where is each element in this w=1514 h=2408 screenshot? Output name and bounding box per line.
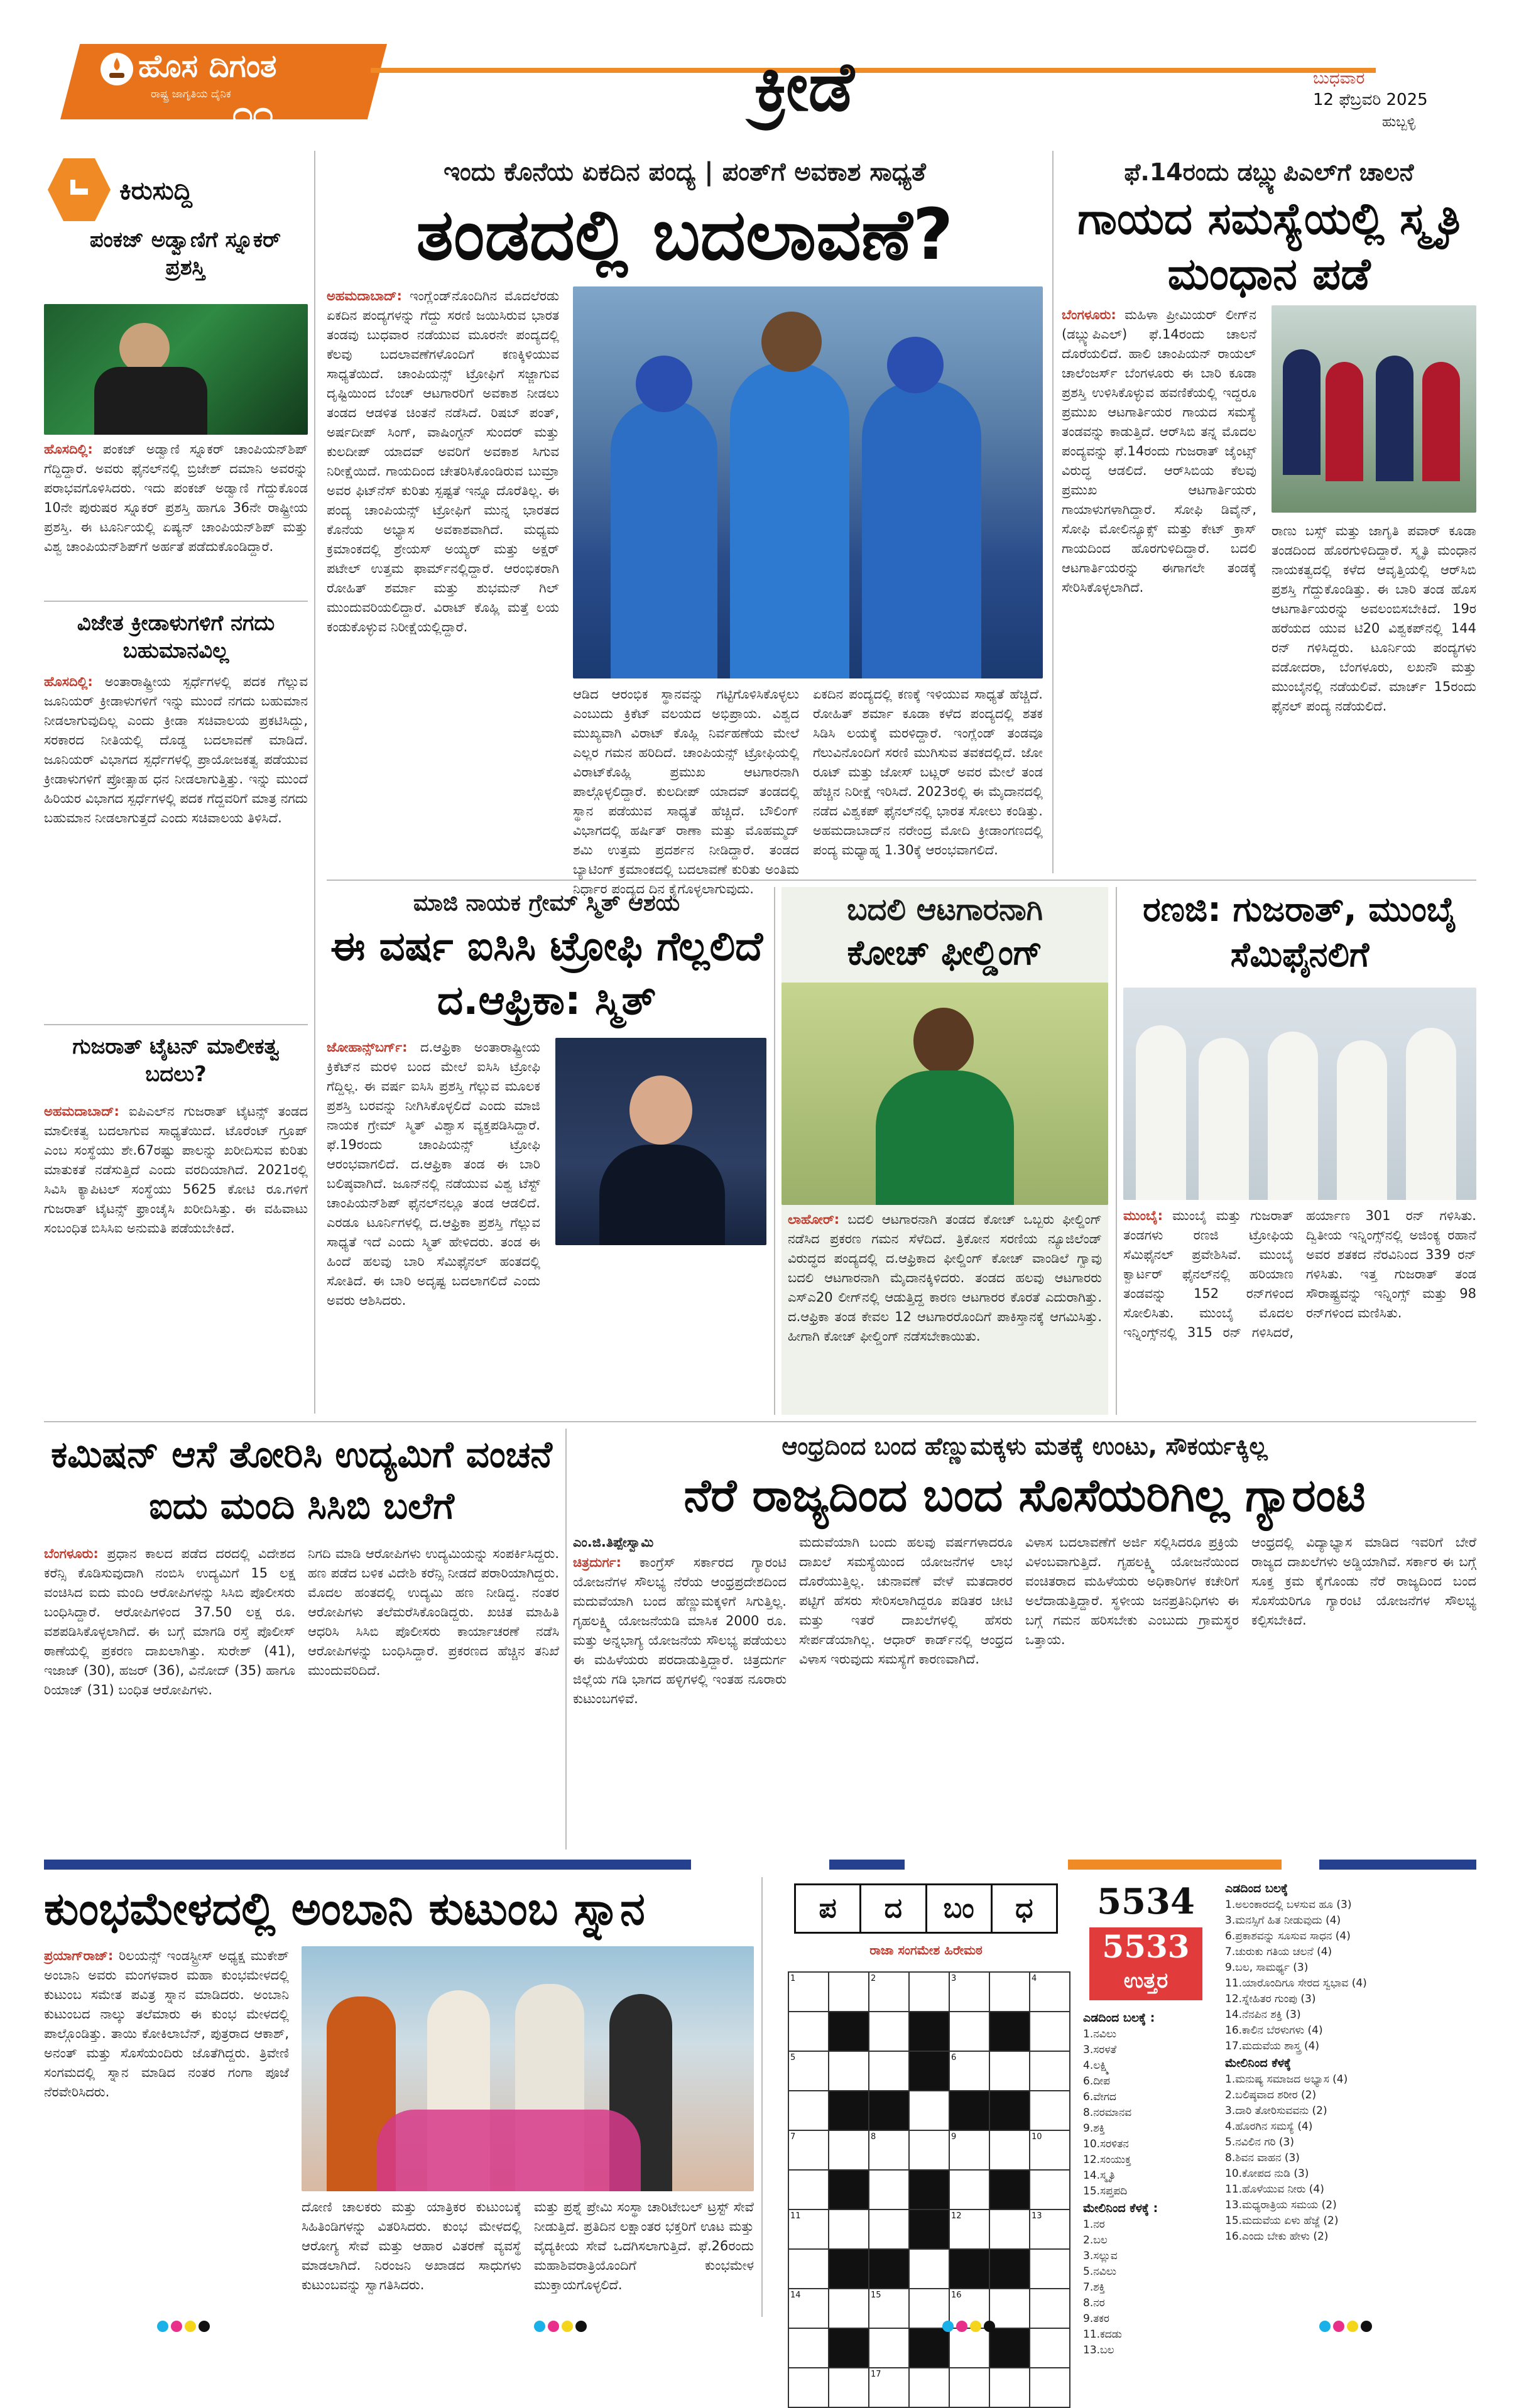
crossword-clue: 13.ಬಲ	[1083, 2344, 1114, 2356]
fielding-body: ಲಾಹೋರ್: ಬದಲಿ ಆಟಗಾರನಾಗಿ ತಂಡದ ಕೋಚ್ ಒಬ್ಬರು ಫೀಲ್ಡಿಂಗ್ ನಡೆಸಿದ ಪ್ರಕರಣ ಗಮನ ಸೆಳೆದಿದೆ. ತ್ರಿಕೋನ ಸರಣಿಯ ನ್ಯೂಜಿಲೆಂಡ್ ವಿರುದ್ಧದ ಪಂದ್ಯದಲ್ಲಿ ದ.ಆಫ್ರಿಕಾದ ಫೀಲ್ಡಿಂಗ್ ಕೋಚ್ ವಾಂಡಿಲೆ ಗ್ವಾವು ಬದಲಿ ಆಟಗಾರನಾಗಿ ಮೈದಾನಕ್ಕಿಳಿದರು. ತಂಡದ ಹಲವು ಆಟಗಾರರು ಎಸ್‌ಎ20 ಲೀಗ್‌ನಲ್ಲಿ ಆಡುತ್ತಿದ್ದ ಕಾರಣ ಆಟಗಾರರ ಕೊರತೆ ಎದುರಾಗಿತ್ತು. ದ.ಆಫ್ರಿಕಾ ತಂಡ ಕೇವಲ 12 ಆಟಗಾರರೊಂದಿಗೆ ಪಾಕಿಸ್ತಾನಕ್ಕೆ ಆಗಮಿಸಿತ್ತು. ಹೀಗಾಗಿ ಕೋಚ್ ಫೀಲ್ಡಿಂಗ್ ನಡೆಸಬೇಕಾಯಿತು.	[788, 1212, 1102, 1344]
mandhana-headline: ಗಾಯದ ಸಮಸ್ಯೆಯಲ್ಲಿ ಸ್ಮೃತಿ ಮಂಧಾನ ಪಡೆ	[1077, 193, 1461, 300]
crossword-cell[interactable]	[909, 2368, 949, 2407]
crossword-clue: 7.ಶಕ್ತಿ	[1083, 2281, 1105, 2294]
crossword-clue: 1.ಅಲಂಕಾರದಲ್ಲಿ ಬಳಸುವ ಹೂ (3)	[1225, 1899, 1352, 1911]
crossword-block-cell	[909, 2012, 949, 2051]
guarantee-headline: ನೆರೆ ರಾಜ್ಯದಿಂದ ಬಂದ ಸೊಸೆಯರಿಗಿಲ್ಲ ಗ್ಯಾರಂಟಿ	[683, 1469, 1366, 1522]
crossword-cell[interactable]: 7	[788, 2130, 829, 2170]
crossword-clue: 6.ದೀಪ	[1083, 2075, 1110, 2088]
guarantee-body-col1: ಚಿತ್ರದುರ್ಗ: ಕಾಂಗ್ರೆಸ್ ಸರ್ಕಾರದ ಗ್ಯಾರಂಟಿ ಯೋಜನೆಗಳ ಸೌಲಭ್ಯ ನೆರೆಯ ಆಂಧ್ರಪ್ರದೇಶದಿಂದ ಮದುವೆಯಾಗಿ ಬಂದ ಹೆಣ್ಣುಮಕ್ಕಳಿಗೆ ಸಿಗುತ್ತಿಲ್ಲ. ಗೃಹಲಕ್ಷ್ಮಿ ಯೋಜನೆಯಡಿ ಮಾಸಿಕ 2000 ರೂ. ಮತ್ತು ಅನ್ನಭಾಗ್ಯ ಯೋಜನೆಯ ಸೌಲಭ್ಯ ಪಡೆಯಲು ಈ ಮಹಿಳೆಯರು ಪರದಾಡುತ್ತಿದ್ದಾರೆ. ಚಿತ್ರದುರ್ಗ ಜಿಲ್ಲೆಯ ಗಡಿ ಭಾಗದ ಹಳ್ಳಿಗಳಲ್ಲಿ ಇಂತಹ ನೂರಾರು ಕುಟುಂಬಗಳಿವೆ.	[573, 1555, 787, 1706]
crossword-cell[interactable]	[869, 2170, 909, 2209]
answers-down	[1083, 2217, 1215, 2358]
column-rule	[761, 1877, 763, 2317]
brief-title: ಪಂಕಜ್ ಅಡ್ವಾಣಿಗೆ ಸ್ನೂಕರ್ ಪ್ರಶಸ್ತಿ	[89, 227, 281, 280]
brief-body: ಹೊಸದಿಲ್ಲಿ: ಪಂಕಜ್ ಅಡ್ವಾಣಿ ಸ್ನೂಕರ್ ಚಾಂಪಿಯನ್‌ಶಿಪ್ ಗೆದ್ದಿದ್ದಾರೆ. ಅವರು ಫೈನಲ್‌ನಲ್ಲಿ ಬ್ರಿಜೇಶ್ ದಮಾನಿ ಅವರನ್ನು ಪರಾಭವಗೊಳಿಸಿದರು. ಇದು ಪಂಕಜ್ ಅಡ್ವಾಣಿ ಗೆದ್ದುಕೊಂಡ 10ನೇ ಪುರುಷರ ಸ್ನೂಕರ್ ಪ್ರಶಸ್ತಿ ಹಾಗೂ 36ನೇ ರಾಷ್ಟ್ರೀಯ ಪ್ರಶಸ್ತಿ. ಈ ಟೂರ್ನಿಯಲ್ಲಿ ಏಷ್ಯನ್ ಚಾಂಪಿಯನ್‌ಶಿಪ್ ಮತ್ತು ವಿಶ್ವ ಚಾಂಪಿಯನ್‌ಶಿಪ್‌ಗೆ ಅರ್ಹತೆ ಪಡೆದುಕೊಂಡಿದ್ದಾರೆ.	[44, 442, 308, 554]
crossword-clue: 12.ಸಂಯುಕ್ತ	[1083, 2154, 1131, 2166]
team-celebration-photo	[573, 286, 1043, 678]
lamp-icon	[101, 53, 133, 85]
crossword-clue: 9.ತಕರ	[1083, 2313, 1109, 2325]
clues-left-heading: ಎಡದಿಂದ ಬಲಕ್ಕೆ	[1225, 1882, 1288, 1895]
row-rule	[44, 1421, 1476, 1422]
kumbh-body-col3: ಮತ್ತು ಪ್ರಶ್ನೆ ಪ್ರೇಮಿ ಸಂಸ್ಥಾ ಚಾರಿಟೇಬಲ್ ಟ್ರಸ್ಟ್ ಸೇವೆ ನೀಡುತ್ತಿದೆ. ಪ್ರತಿದಿನ ಲಕ್ಷಾಂತರ ಭಕ್ತರಿಗೆ ಊಟ ಮತ್ತು ವೈದ್ಯಕೀಯ ಸೇವೆ ಒದಗಿಸಲಾಗುತ್ತಿದೆ. ಫೆ.26ರಂದು ಮಹಾಶಿವರಾತ್ರಿಯೊಂದಿಗೆ ಕುಂಭಮೇಳ ಮುಕ್ತಾಯಗೊಳ್ಳಲಿದೆ.	[534, 2199, 754, 2292]
crossword-cell[interactable]	[788, 2368, 829, 2407]
kumbh-headline: ಕುಂಭಮೇಳದಲ್ಲಿ ಅಂಬಾನಿ ಕುಟುಂಬ ಸ್ನಾನ	[44, 1882, 645, 1935]
smith-kicker: ಮಾಜಿ ನಾಯಕ ಗ್ರೇಮ್ ಸ್ಮಿತ್ ಆಶಯ	[413, 890, 680, 916]
mandhana-body-col1: ಬೆಂಗಳೂರು: ಮಹಿಳಾ ಪ್ರೀಮಿಯರ್ ಲೀಗ್‌ನ (ಡಬ್ಲ್ಯುಪಿಎಲ್) ಫೆ.14ರಂದು ಚಾಲನೆ ದೊರೆಯಲಿದೆ. ಹಾಲಿ ಚಾಂಪಿಯನ್ ರಾಯಲ್ ಚಾಲೆಂಜರ್ಸ್ ಬೆಂಗಳೂರು ಈ ಬಾರಿ ಕೂಡಾ ಪ್ರಶಸ್ತಿ ಉಳಿಸಿಕೊಳ್ಳುವ ಹವಣಿಕೆಯಲ್ಲಿ ಇದ್ದರೂ ಪ್ರಮುಖ ಆಟಗಾರ್ತಿಯರ ಗಾಯದ ಸಮಸ್ಯೆ ತಂಡವನ್ನು ಕಾಡುತ್ತಿದೆ. ಆರ್‌ಸಿಬಿ ತನ್ನ ಮೊದಲ ಪಂದ್ಯವನ್ನು ಫೆ.14ರಂದು ಗುಜರಾತ್ ಜೈಂಟ್ಸ್ ವಿರುದ್ಧ ಆಡಲಿದೆ. ಆರ್‌ಸಿಬಿಯ ಕೆಲವು ಪ್ರಮುಖ ಆಟಗಾರ್ತಿಯರು ಗಾಯಾಳುಗಳಾಗಿದ್ದಾರೆ. ಸೋಫಿ ಡಿವೈನ್, ಸೋಫಿ ಮೋಲಿನ್ಯೂಕ್ಸ್ ಮತ್ತು ಕೇಟ್ ಕ್ರಾಸ್ ಗಾಯದಿಂದ ಹೊರಗುಳಿದಿದ್ದಾರೆ. ಬದಲಿ ಆಟಗಾರ್ತಿಯರನ್ನು ಈಗಾಗಲೇ ತಂಡಕ್ಕೆ ಸೇರಿಸಿಕೊಳ್ಳಲಾಗಿದೆ.	[1062, 307, 1256, 595]
cheating-body-col1: ಬೆಂಗಳೂರು: ಪ್ರಧಾನ ಕಾಲದ ಪಡೆದ ದರದಲ್ಲಿ ವಿದೇಶದ ಕರೆನ್ಸಿ ಕೊಡಿಸುವುದಾಗಿ ನಂಬಿಸಿ ಉದ್ಯಮಿಗೆ 15 ಲಕ್ಷ ವಂಚಿಸಿದ ಐದು ಮಂದಿ ಆರೋಪಿಗಳನ್ನು ಸಿಸಿಬಿ ಪೊಲೀಸರು ಬಂಧಿಸಿದ್ದಾರೆ. ಆರೋಪಿಗಳಿಂದ 37.50 ಲಕ್ಷ ರೂ. ವಶಪಡಿಸಿಕೊಳ್ಳಲಾಗಿದೆ. ಈ ಬಗ್ಗೆ ಮಾಗಡಿ ರಸ್ತೆ ಪೊಲೀಸ್ ಠಾಣೆಯಲ್ಲಿ ಪ್ರಕರಣ ದಾಖಲಾಗಿತ್ತು. ಸುರೇಶ್ (41), ಇಜಾಜ್ (30), ಹಜರ್ (36), ವಿನೋದ್ (35) ಹಾಗೂ ರಿಯಾಜ್ (31) ಬಂಧಿತ ಆರೋಪಿಗಳು.	[44, 1546, 295, 1697]
cheating-body-col2: ನಿಗದಿ ಮಾಡಿ ಆರೋಪಿಗಳು ಉದ್ಯಮಿಯನ್ನು ಸಂಪರ್ಕಿಸಿದ್ದರು. ಹಣ ಪಡೆದ ಬಳಿಕ ವಿದೇಶಿ ಕರೆನ್ಸಿ ನೀಡದೆ ಪರಾರಿಯಾಗಿದ್ದರು. ಮೊದಲ ಹಂತದಲ್ಲಿ ಉದ್ಯಮಿ ಹಣ ನೀಡಿದ್ದ. ನಂತರ ಆರೋಪಿಗಳು ತಲೆಮರೆಸಿಕೊಂಡಿದ್ದರು. ಖಚಿತ ಮಾಹಿತಿ ಆಧರಿಸಿ ಸಿಸಿಬಿ ಪೊಲೀಸರು ಕಾರ್ಯಾಚರಣೆ ನಡೆಸಿ ಆರೋಪಿಗಳನ್ನು ಬಂಧಿಸಿದ್ದಾರೆ. ಪ್ರಕರಣದ ಹೆಚ್ಚಿನ ತನಿಖೆ ಮುಂದುವರಿದಿದೆ.	[308, 1546, 559, 1678]
crossword-block-cell	[909, 2209, 949, 2249]
section-title: ಕ್ರೀಡೆ	[754, 48, 854, 126]
crossword-title-letter: ಬಂ	[927, 1885, 993, 1932]
crossword-cell[interactable]: 15	[869, 2289, 909, 2328]
ranji-body: ಮುಂಬೈ: ಮುಂಬೈ ಮತ್ತು ಗುಜರಾತ್ ತಂಡಗಳು ರಣಜಿ ಟ್ರೋಫಿಯ ಸೆಮಿಫೈನಲ್ ಪ್ರವೇಶಿಸಿವೆ. ಮುಂಬೈ ಕ್ವಾರ್ಟರ್ ಫೈನಲ್‌ನಲ್ಲಿ ಹರಿಯಾಣ ತಂಡವನ್ನು 152 ರನ್‌ಗಳಿಂದ ಸೋಲಿಸಿತು. ಮುಂಬೈ ಮೊದಲ ಇನ್ನಿಂಗ್ಸ್‌ನಲ್ಲಿ 315 ರನ್ ಗಳಿಸಿದರೆ, ಹರ್ಯಾಣ 301 ರನ್ ಗಳಿಸಿತು. ದ್ವಿತೀಯ ಇನ್ನಿಂಗ್ಸ್‌ನಲ್ಲಿ ಅಜಿಂಕ್ಯ ರಹಾನೆ ಅವರ ಶತಕದ ನೆರವಿನಿಂದ 339 ರನ್ ಗಳಿಸಿತು. ಇತ್ತ ಗುಜರಾತ್ ತಂಡ ಸೌರಾಷ್ಟ್ರವನ್ನು ಇನ್ನಿಂಗ್ಸ್ ಮತ್ತು 98 ರನ್‌ಗಳಿಂದ ಮಣಿಸಿತು.	[1123, 1208, 1476, 1340]
brief-body: ಹೊಸದಿಲ್ಲಿ: ಅಂತಾರಾಷ್ಟ್ರೀಯ ಸ್ಪರ್ಧೆಗಳಲ್ಲಿ ಪದಕ ಗೆಲ್ಲುವ ಜೂನಿಯರ್ ಕ್ರೀಡಾಳುಗಳಿಗೆ ಇನ್ನು ಮುಂದೆ ನಗದು ಬಹುಮಾನ ನೀಡಲಾಗುವುದಿಲ್ಲ ಎಂದು ಕ್ರೀಡಾ ಸಚಿವಾಲಯ ಪ್ರಕಟಿಸಿದ್ದು, ಸರಕಾರದ ನೀತಿಯಲ್ಲಿ ದೊಡ್ಡ ಬದಲಾವಣೆ ಮಾಡಿದೆ. ಜೂನಿಯರ್ ವಿಭಾಗದ ಸ್ಪರ್ಧೆಗಳಲ್ಲಿ ಪ್ರಾಯೋಜಕತ್ವ ಪಡೆಯುವ ಕ್ರೀಡಾಳುಗಳಿಗೆ ಪ್ರೋತ್ಸಾಹ ಧನ ನೀಡಲಾಗುತ್ತಿತ್ತು. ಇನ್ನು ಮುಂದೆ ಹಿರಿಯರ ವಿಭಾಗದ ಸ್ಪರ್ಧೆಗಳಲ್ಲಿ ಪದಕ ಗೆದ್ದವರಿಗೆ ಮಾತ್ರ ನಗದು ಬಹುಮಾನ ನೀಡಲಾಗುತ್ತದೆ ಎಂದು ಸಚಿವಾಲಯ ತಿಳಿಸಿದೆ.	[44, 674, 308, 825]
crossword-cell[interactable]	[949, 2368, 989, 2407]
crossword-cell[interactable]	[829, 1972, 869, 2012]
crossword-cell[interactable]	[949, 2170, 989, 2209]
cheating-headline: ಕಮಿಷನ್ ಆಸೆ ತೋರಿಸಿ ಉದ್ಯಮಿಗೆ ವಂಚನೆ ಐದು ಮಂದಿ ಸಿಸಿಬಿ ಬಲೆಗೆ	[51, 1433, 552, 1527]
crossword-block-cell	[869, 2091, 909, 2130]
crossword-cell[interactable]: 14	[788, 2289, 829, 2328]
lead-kicker: ಇಂದು ಕೊನೆಯ ಏಕದಿನ ಪಂದ್ಯ | ಪಂತ್‌ಗೆ ಅವಕಾಶ ಸಾಧ್ಯತೆ	[444, 158, 926, 187]
crossword-cell[interactable]	[1030, 2249, 1070, 2289]
pointing-hand-icon	[48, 158, 111, 221]
crossword-cell[interactable]	[829, 2209, 869, 2249]
crossword-title-letter: ದ	[861, 1885, 927, 1932]
crossword-clue: 14.ನೆನಪಿನ ಶಕ್ತಿ (3)	[1225, 2008, 1301, 2021]
smith-photo	[555, 1038, 766, 1245]
crossword-clue: 2.ಬಲ	[1083, 2234, 1108, 2247]
crossword-block-cell	[829, 2249, 869, 2289]
crossword-cell[interactable]: 9	[949, 2130, 989, 2170]
kumbh-body-col1: ಪ್ರಯಾಗ್‌ರಾಜ್: ರಿಲಯನ್ಸ್ ಇಂಡಸ್ಟ್ರೀಸ್ ಅಧ್ಯಕ್ಷ ಮುಕೇಶ್ ಅಂಬಾನಿ ಅವರು ಮಂಗಳವಾರ ಮಹಾ ಕುಂಭಮೇಳದಲ್ಲಿ ಕುಟುಂಬ ಸಮೇತ ಪವಿತ್ರ ಸ್ನಾನ ಮಾಡಿದರು. ಅಂಬಾನಿ ಕುಟುಂಬದ ನಾಲ್ಕು ತಲೆಮಾರು ಈ ಕುಂಭ ಮೇಳದಲ್ಲಿ ಪಾಲ್ಗೊಂಡಿತ್ತು. ತಾಯಿ ಕೋಕಿಲಾಬೆನ್, ಪುತ್ರರಾದ ಆಕಾಶ್, ಅನಂತ್ ಮತ್ತು ಸೊಸೆಯಂದಿರು ಜೊತೆಗಿದ್ದರು. ತ್ರಿವೇಣಿ ಸಂಗಮದಲ್ಲಿ ಸ್ನಾನ ಮಾಡಿದ ನಂತರ ಗಂಗಾ ಪೂಜೆ ನೆರವೇರಿಸಿದರು.	[44, 1948, 289, 2100]
crossword-clue: 6.ವೇಗದ	[1083, 2091, 1116, 2103]
ranji-headline: ರಣಜಿ: ಗುಜರಾತ್, ಮುಂಬೈ ಸೆಮಿಫೈನಲಿಗೆ	[1143, 890, 1457, 974]
logo-text: ಹೊಸ ದಿಗಂತ	[138, 48, 277, 84]
crossword-clue: 4.ಹೊರಗಿನ ಸಮಸ್ಯೆ (4)	[1225, 2120, 1313, 2133]
mandhana-body-col2: ರಾಣು ಬಸ್ಸ್ ಮತ್ತು ಜಾಗೃತಿ ಪವಾರ್ ಕೂಡಾ ತಂಡದಿಂದ ಹೊರಗುಳಿದಿದ್ದಾರೆ. ಸ್ಮೃತಿ ಮಂಧಾನ ನಾಯಕತ್ವದಲ್ಲಿ ಕಳೆದ ಆವೃತ್ತಿಯಲ್ಲಿ ಆರ್‌ಸಿಬಿ ಪ್ರಶಸ್ತಿ ಗೆದ್ದುಕೊಂಡಿತ್ತು. ಈ ಬಾರಿ ತಂಡ ಹೊಸ ಆಟಗಾರ್ತಿಯರನ್ನು ಅವಲಂಬಿಸಬೇಕಿದೆ. 19ರ ಹರೆಯದ ಯುವ ಟಿ20 ವಿಶ್ವಕಪ್‌ನಲ್ಲಿ 144 ರನ್ ಗಳಿಸಿದ್ದರು. ಟೂರ್ನಿಯ ಪಂದ್ಯಗಳು ವಡೋದರಾ, ಬೆಂಗಳೂರು, ಲಖನೌ ಮತ್ತು ಮುಂಬೈನಲ್ಲಿ ನಡೆಯಲಿವೆ. ಮಾರ್ಚ್ 15ರಂದು ಫೈನಲ್ ಪಂದ್ಯ ನಡೆಯಲಿದೆ.	[1272, 523, 1476, 714]
crossword-block-cell	[909, 2051, 949, 2091]
page-number: ೧೧	[232, 92, 273, 134]
brief-title: ವಿಜೇತ ಕ್ರೀಡಾಳುಗಳಿಗೆ ನಗದು ಬಹುಮಾನವಿಲ್ಲ	[77, 611, 275, 663]
brief-body: ಅಹಮದಾಬಾದ್: ಐಪಿಎಲ್‌ನ ಗುಜರಾತ್ ಟೈಟನ್ಸ್ ತಂಡದ ಮಾಲೀಕತ್ವ ಬದಲಾಗುವ ಸಾಧ್ಯತೆಯಿದೆ. ಟೊರೆಂಟ್ ಗ್ರೂಪ್ ಎಂಬ ಸಂಸ್ಥೆಯು ಶೇ.67ರಷ್ಟು ಪಾಲನ್ನು ಖರೀದಿಸುವ ಕುರಿತು ಮಾತುಕತೆ ನಡೆಸುತ್ತಿದೆ ಎಂದು ವರದಿಯಾಗಿದೆ. 2021ರಲ್ಲಿ ಸಿವಿಸಿ ಕ್ಯಾಪಿಟಲ್ ಸಂಸ್ಥೆಯು 5625 ಕೋಟಿ ರೂ.ಗಳಿಗೆ ಗುಜರಾತ್ ಟೈಟನ್ಸ್ ಫ್ರಾಂಚೈಸಿ ಖರೀದಿಸಿತ್ತು. ಈ ವಹಿವಾಟು ಸಂಬಂಧಿತ ಬಿಸಿಸಿಐ ಅನುಮತಿ ಪಡೆಯಬೇಕಿದೆ.	[44, 1104, 308, 1236]
lead-body-col1: ಅಹಮದಾಬಾದ್: ಇಂಗ್ಲೆಂಡ್‌ನೊಂದಿಗಿನ ಮೊದಲೆರಡು ಏಕದಿನ ಪಂದ್ಯಗಳನ್ನು ಗೆದ್ದು ಸರಣಿ ಜಯಿಸಿರುವ ಭಾರತ ತಂಡವು ಬುಧವಾರ ನಡೆಯುವ ಮೂರನೇ ಪಂದ್ಯದಲ್ಲಿ ಕೆಲವು ಬದಲಾವಣೆಗಳೊಂದಿಗೆ ಕಣಕ್ಕಿಳಿಯುವ ಸಾಧ್ಯತೆಯಿದೆ. ಚಾಂಪಿಯನ್ಸ್ ಟ್ರೋಫಿಗೆ ಸಜ್ಜಾಗುವ ದೃಷ್ಟಿಯಿಂದ ಬೆಂಚ್ ಆಟಗಾರರಿಗೆ ಅವಕಾಶ ನೀಡಲು ತಂಡದ ಆಡಳಿತ ಚಿಂತನೆ ನಡೆಸಿದೆ. ರಿಷಬ್ ಪಂತ್, ಅರ್ಷದೀಪ್ ಸಿಂಗ್, ವಾಷಿಂಗ್ಟನ್ ಸುಂದರ್ ಮತ್ತು ಕುಲದೀಪ್ ಯಾದವ್ ಅವರಿಗೆ ಅವಕಾಶ ಸಿಗುವ ನಿರೀಕ್ಷೆಯಿದೆ. ಗಾಯದಿಂದ ಚೇತರಿಸಿಕೊಂಡಿರುವ ಬುಮ್ರಾ ಅವರ ಫಿಟ್‌ನೆಸ್ ಕುರಿತು ಸ್ಪಷ್ಟತೆ ಇನ್ನೂ ದೊರೆತಿಲ್ಲ. ಈ ಪಂದ್ಯ ಚಾಂಪಿಯನ್ಸ್ ಟ್ರೋಫಿಗೆ ಮುನ್ನ ಭಾರತದ ಕೊನೆಯ ಅಭ್ಯಾಸ ಅವಕಾಶವಾಗಿದೆ. ಮಧ್ಯಮ ಕ್ರಮಾಂಕದಲ್ಲಿ ಶ್ರೇಯಸ್ ಅಯ್ಯರ್ ಮತ್ತು ಅಕ್ಷರ್ ಪಟೇಲ್ ಉತ್ತಮ ಫಾರ್ಮ್‌ನಲ್ಲಿದ್ದಾರೆ. ಆರಂಭಿಕರಾಗಿ ರೋಹಿತ್ ಶರ್ಮಾ ಮತ್ತು ಶುಭಮನ್ ಗಿಲ್ ಮುಂದುವರಿಯಲಿದ್ದಾರೆ. ವಿರಾಟ್ ಕೊಹ್ಲಿ ಮತ್ತೆ ಲಯ ಕಂಡುಕೊಳ್ಳುವ ನಿರೀಕ್ಷೆಯಲ್ಲಿದ್ದಾರೆ.	[327, 288, 559, 635]
crossword-title	[794, 1883, 1058, 1934]
crossword-cell[interactable]	[989, 2209, 1030, 2249]
cheating-story	[44, 1429, 559, 1850]
ranji-story	[1123, 887, 1476, 1415]
brief-divider	[44, 601, 308, 602]
crossword-cell[interactable]: 6	[949, 2051, 989, 2091]
crossword-clue: 11.ಯಾರೊಂದಿಗೂ ಸೇರದ ಸ್ವಭಾವ (4)	[1225, 1977, 1367, 1990]
crossword-clue: 5.ನವಿಲಿನ ಗರಿ (3)	[1225, 2136, 1294, 2149]
crossword	[769, 1877, 1476, 2379]
crossword-block-cell	[949, 2091, 989, 2130]
crossword-grid-table	[788, 1971, 1070, 2408]
guarantee-body-col3: ವಿಳಾಸ ಬದಲಾವಣೆಗೆ ಅರ್ಜಿ ಸಲ್ಲಿಸಿದರೂ ಪ್ರಕ್ರಿಯೆ ವಿಳಂಬವಾಗುತ್ತಿದೆ. ಗೃಹಲಕ್ಷ್ಮಿ ಯೋಜನೆಯಿಂದ ವಂಚಿತರಾದ ಮಹಿಳೆಯರು ಅಧಿಕಾರಿಗಳ ಕಚೇರಿಗೆ ಅಲೆದಾಡುತ್ತಿದ್ದಾರೆ. ಸ್ಥಳೀಯ ಜನಪ್ರತಿನಿಧಿಗಳು ಈ ಬಗ್ಗೆ ಗಮನ ಹರಿಸಬೇಕು ಎಂಬುದು ಗ್ರಾಮಸ್ಥರ ಒತ್ತಾಯ.	[1025, 1535, 1239, 1647]
clues-left	[1225, 1897, 1476, 2054]
crossword-cell[interactable]	[989, 2130, 1030, 2170]
crossword-cell[interactable]: 13	[1030, 2209, 1070, 2249]
answers-left	[1083, 2027, 1215, 2199]
briefs-label: ಕಿರುಸುದ್ದಿ	[119, 177, 193, 205]
smith-headline: ಈ ವರ್ಷ ಐಸಿಸಿ ಟ್ರೋಫಿ ಗೆಲ್ಲಲಿದೆ ದ.ಆಫ್ರಿಕಾ: ಸ್ಮಿತ್	[330, 923, 763, 1024]
crossword-cell[interactable]: 3	[949, 1972, 989, 2012]
brief-title: ಗುಜರಾತ್ ಟೈಟನ್ ಮಾಲೀಕತ್ವ ಬದಲು?	[72, 1034, 280, 1087]
answers-down-heading: ಮೇಲಿನಿಂದ ಕೆಳಕ್ಕೆ :	[1083, 2201, 1158, 2215]
crossword-cell[interactable]	[989, 2051, 1030, 2091]
crossword-block-cell	[989, 2012, 1030, 2051]
crossword-number: 5534	[1097, 1881, 1195, 1922]
crossword-clue: 3.ಸಲ್ಲುವ	[1083, 2250, 1118, 2262]
crossword-cell[interactable]: 1	[788, 1972, 829, 2012]
crossword-block-cell	[949, 2249, 989, 2289]
column-rule	[565, 1429, 567, 1850]
crossword-clue: 11.ಕದಡು	[1083, 2328, 1122, 2341]
crossword-block-cell	[989, 2170, 1030, 2209]
mandhana-story	[1062, 151, 1476, 873]
crossword-cell[interactable]: 4	[1030, 1972, 1070, 2012]
crossword-block-cell	[989, 2249, 1030, 2289]
crossword-clue: 1.ಮನುಷ್ಯ ಸಮಾಜದ ಅಭ್ಯಾಸ (4)	[1225, 2073, 1348, 2086]
lead-body-col2: ಆಡಿದ ಆರಂಭಿಕ ಸ್ಥಾನವನ್ನು ಗಟ್ಟಿಗೊಳಿಸಿಕೊಳ್ಳಲು ಎಂಬುದು ಕ್ರಿಕೆಟ್ ವಲಯದ ಅಭಿಪ್ರಾಯ. ವಿಶ್ವದ ಮುಖ್ಯವಾಗಿ ವಿರಾಟ್ ಕೊಹ್ಲಿ ನಿರ್ವಹಣೆಯ ಮೇಲೆ ಎಲ್ಲರ ಗಮನ ಹರಿದಿದೆ. ಚಾಂಪಿಯನ್ಸ್ ಟ್ರೋಫಿಯಲ್ಲಿ ವಿರಾಟ್‌ಕೊಹ್ಲಿ ಪ್ರಮುಖ ಆಟಗಾರನಾಗಿ ಪಾಲ್ಗೊಳ್ಳಲಿದ್ದಾರೆ. ಕುಲದೀಪ್ ಯಾದವ್ ತಂಡದಲ್ಲಿ ಸ್ಥಾನ ಪಡೆಯುವ ಸಾಧ್ಯತೆ ಹೆಚ್ಚಿದೆ. ಬೌಲಿಂಗ್ ವಿಭಾಗದಲ್ಲಿ ಹರ್ಷಿತ್ ರಾಣಾ ಮತ್ತು ಮೊಹಮ್ಮದ್ ಶಮಿ ಉತ್ತಮ ಪ್ರದರ್ಶನ ನೀಡಿದ್ದಾರೆ. ತಂಡದ ಬ್ಯಾಟಿಂಗ್ ಕ್ರಮಾಂಕದಲ್ಲಿ ಬದಲಾವಣೆ ಕುರಿತು ಅಂತಿಮ ನಿರ್ಧಾರ ಪಂದ್ಯದ ದಿನ ಕೈಗೊಳ್ಳಲಾಗುವುದು.	[573, 687, 799, 896]
guarantee-kicker: ಆಂಧ್ರದಿಂದ ಬಂದ ಹೆಣ್ಣುಮಕ್ಕಳು ಮತಕ್ಕೆ ಉಂಟು, ಸೌಕರ್ಯಕ್ಕಿಲ್ಲ	[782, 1432, 1268, 1460]
briefs-badge	[48, 158, 111, 221]
crossword-cell[interactable]: 10	[1030, 2130, 1070, 2170]
lead-body-col3: ಏಕದಿನ ಪಂದ್ಯದಲ್ಲಿ ಕಣಕ್ಕೆ ಇಳಿಯುವ ಸಾಧ್ಯತೆ ಹೆಚ್ಚಿದೆ. ರೋಹಿತ್ ಶರ್ಮಾ ಕೂಡಾ ಕಳೆದ ಪಂದ್ಯದಲ್ಲಿ ಶತಕ ಸಿಡಿಸಿ ಲಯಕ್ಕೆ ಮರಳಿದ್ದಾರೆ. ಇಂಗ್ಲೆಂಡ್ ತಂಡವೂ ಗೆಲುವಿನೊಂದಿಗೆ ಸರಣಿ ಮುಗಿಸುವ ತವಕದಲ್ಲಿದೆ. ಜೋ ರೂಟ್ ಮತ್ತು ಜೋಸ್ ಬಟ್ಲರ್ ಅವರ ಮೇಲೆ ತಂಡ ಹೆಚ್ಚಿನ ನಿರೀಕ್ಷೆ ಇರಿಸಿದೆ. 2023ರಲ್ಲಿ ಈ ಮೈದಾನದಲ್ಲಿ ನಡೆದ ವಿಶ್ವಕಪ್ ಫೈನಲ್‌ನಲ್ಲಿ ಭಾರತ ಸೋಲು ಕಂಡಿತ್ತು. ಅಹಮದಾಬಾದ್‌ನ ನರೇಂದ್ರ ಮೋದಿ ಕ್ರೀಡಾಂಗಣದಲ್ಲಿ ಪಂದ್ಯ ಮಧ್ಯಾಹ್ನ 1.30ಕ್ಕೆ ಆರಂಭವಾಗಲಿದೆ.	[813, 687, 1043, 858]
crossword-clue: 12.ಸ್ನೇಹಿತರ ಗುಂಪು (3)	[1225, 1993, 1316, 2005]
crossword-clue: 10.ಸರಳಿತನ	[1083, 2138, 1129, 2150]
crossword-cell[interactable]	[788, 2091, 829, 2130]
crossword-cell[interactable]	[788, 2170, 829, 2209]
kumbh-body-col2: ದೋಣಿ ಚಾಲಕರು ಮತ್ತು ಯಾತ್ರಿಕರ ಕುಟುಂಬಕ್ಕೆ ಸಿಹಿತಿಂಡಿಗಳನ್ನು ವಿತರಿಸಿದರು. ಕುಂಭ ಮೇಳದಲ್ಲಿ ಆರೋಗ್ಯ ಸೇವೆ ಮತ್ತು ಆಹಾರ ವಿತರಣೆ ವ್ಯವಸ್ಥೆ ಮಾಡಲಾಗಿದೆ. ನಿರಂಜನಿ ಅಖಾಡದ ಸಾಧುಗಳು ಕುಟುಂಬವನ್ನು ಸ್ವಾಗತಿಸಿದರು.	[302, 2199, 521, 2292]
crossword-block-cell	[909, 2170, 949, 2209]
clues-list	[1225, 1880, 1476, 2313]
crossword-block-cell	[989, 2091, 1030, 2130]
row-rule	[327, 880, 1476, 881]
crossword-clue: 9.ಬಲ, ಸಾಮರ್ಥ್ಯ (3)	[1225, 1961, 1309, 1974]
lead-headline: ತಂಡದಲ್ಲಿ ಬದಲಾವಣೆ?	[416, 194, 954, 276]
crossword-clue: 9.ಶಕ್ತಿ	[1083, 2122, 1105, 2135]
crossword-cell[interactable]: 11	[788, 2209, 829, 2249]
answer-number: 5533	[1102, 1928, 1190, 1965]
crossword-clue: 8.ಶಿವನ ವಾಹನ (3)	[1225, 2152, 1300, 2164]
crossword-clue: 15.ಮದುವೆಯ ಏಳು ಹೆಜ್ಜೆ (2)	[1225, 2215, 1339, 2227]
coach-fielding-photo	[782, 983, 1108, 1205]
logo-tagline: ರಾಷ್ಟ್ರ ಜಾಗೃತಿಯ ದೈನಿಕ	[151, 88, 231, 101]
crossword-cell[interactable]	[989, 2368, 1030, 2407]
crossword-cell[interactable]	[788, 2012, 829, 2051]
crossword-cell[interactable]	[869, 2209, 909, 2249]
edition-city: ಹುಬ್ಬಳ್ಳಿ	[1382, 114, 1416, 130]
crossword-cell[interactable]	[1030, 2170, 1070, 2209]
crossword-clue: 17.ಮದುವೆಯ ಶಾಸ್ತ್ರ (4)	[1225, 2040, 1320, 2052]
crossword-cell[interactable]	[909, 2091, 949, 2130]
crossword-clue: 5.ನವಿಲು	[1083, 2265, 1117, 2278]
crossword-clue: 3.ದಾರಿ ತೋರಿಸುವವನು (2)	[1225, 2105, 1327, 2117]
answers-left-heading: ಎಡದಿಂದ ಬಲಕ್ಕೆ :	[1083, 2011, 1155, 2025]
guarantee-body-col4: ಆಂಧ್ರದಲ್ಲಿ ವಿದ್ಯಾಭ್ಯಾಸ ಮಾಡಿದ ಇವರಿಗೆ ಬೇರೆ ರಾಜ್ಯದ ದಾಖಲೆಗಳು ಅಡ್ಡಿಯಾಗಿವೆ. ಸರ್ಕಾರ ಈ ಬಗ್ಗೆ ಸೂಕ್ತ ಕ್ರಮ ಕೈಗೊಂಡು ನೆರೆ ರಾಜ್ಯದಿಂದ ಬಂದ ಸೊಸೆಯರಿಗೂ ಗ್ಯಾರಂಟಿ ಯೋಜನೆಗಳ ಸೌಲಭ್ಯ ಕಲ್ಪಿಸಬೇಕಿದೆ.	[1251, 1535, 1476, 1628]
crossword-cell[interactable]	[1030, 2091, 1070, 2130]
column-rule	[314, 151, 315, 1414]
crossword-cell[interactable]	[788, 2249, 829, 2289]
crossword-cell[interactable]	[829, 2368, 869, 2407]
crossword-clue: 15.ಸಪ್ತಪದಿ	[1083, 2185, 1128, 2198]
crossword-clue: 7.ಚುರುಕು ಗತಿಯ ಚಲನೆ (4)	[1225, 1946, 1332, 1958]
ambani-family-photo	[302, 1946, 754, 2191]
crossword-title-letter: ಪ	[796, 1885, 861, 1932]
briefs-column	[44, 151, 308, 1414]
masthead	[0, 0, 1514, 144]
fielding-story	[782, 887, 1108, 1415]
clues-down	[1225, 2072, 1476, 2245]
column-rule	[774, 887, 775, 1415]
lead-story	[327, 151, 1043, 896]
crossword-cell[interactable]	[949, 2012, 989, 2051]
crossword-cell[interactable]	[829, 2130, 869, 2170]
crossword-cell[interactable]	[869, 2051, 909, 2091]
column-rule	[1116, 887, 1117, 1415]
crossword-title-letter: ಧ	[1015, 1892, 1033, 1924]
crossword-cell[interactable]	[909, 2130, 949, 2170]
crossword-clue: 10.ಕೋಪದ ನುಡಿ (3)	[1225, 2167, 1309, 2180]
fielding-headline: ಕೋಚ್ ಫೀಲ್ಡಿಂಗ್	[847, 933, 1043, 972]
mandhana-kicker: ಫೆ.14ರಂದು ಡಬ್ಲ್ಯುಪಿಎಲ್‌ಗೆ ಚಾಲನೆ	[1124, 158, 1414, 186]
smith-story	[327, 887, 766, 1415]
section-band	[44, 1860, 1476, 1870]
issue-date: 12 ಫೆಬ್ರವರಿ 2025	[1313, 90, 1428, 109]
crossword-cell[interactable]	[829, 2051, 869, 2091]
guarantee-story	[573, 1429, 1476, 1850]
crossword-block-cell	[829, 2091, 869, 2130]
crossword-block-cell	[829, 2170, 869, 2209]
crossword-clue: 2.ಬಲಿಷ್ಠವಾದ ಶರೀರ (2)	[1225, 2089, 1317, 2101]
answers-list	[1083, 2009, 1215, 2356]
crossword-cell[interactable]: 12	[949, 2209, 989, 2249]
crossword-clue: 1.ನರ	[1083, 2218, 1105, 2231]
crossword-cell[interactable]	[909, 1972, 949, 2012]
snooker-photo	[44, 304, 308, 435]
rcb-players-photo	[1272, 305, 1476, 513]
crossword-cell[interactable]	[989, 1972, 1030, 2012]
crossword-clue: 13.ಮಧ್ಯರಾತ್ರಿಯ ಸಮಯ (2)	[1225, 2199, 1337, 2211]
crossword-clue: 8.ನರಮಾನವ	[1083, 2106, 1132, 2119]
crossword-clue: 1.ನವಿಲು	[1083, 2028, 1117, 2040]
column-rule	[1052, 151, 1054, 873]
crossword-clue: 8.ನರ	[1083, 2297, 1105, 2309]
crossword-clue: 16.ಕಾಲಿನ ಬೆರಳುಗಳು (4)	[1225, 2024, 1323, 2037]
crossword-cell[interactable]	[1030, 2368, 1070, 2407]
crossword-theme: ರಾಜಾ ಸಂಗಮೇಶ ಹಿರೇಮಠ	[869, 1942, 983, 1958]
crossword-cell[interactable]: 16	[949, 2289, 989, 2328]
smith-body: ಜೋಹಾನ್ಸ್‌ಬರ್ಗ್: ದ.ಆಫ್ರಿಕಾ ಅಂತಾರಾಷ್ಟ್ರೀಯ ಕ್ರಿಕೆಟ್‌ನ ಮರಳಿ ಬಂದ ಮೇಲೆ ಐಸಿಸಿ ಟ್ರೋಫಿ ಗೆದ್ದಿಲ್ಲ. ಈ ವರ್ಷ ಐಸಿಸಿ ಪ್ರಶಸ್ತಿ ಗೆಲ್ಲುವ ಮೂಲಕ ಪ್ರಶಸ್ತಿ ಬರವನ್ನು ನೀಗಿಸಿಕೊಳ್ಳಲಿದೆ ಎಂದು ಮಾಜಿ ನಾಯಕ ಗ್ರೇಮ್ ಸ್ಮಿತ್ ವಿಶ್ವಾಸ ವ್ಯಕ್ತಪಡಿಸಿದ್ದಾರೆ. ಫೆ.19ರಂದು ಚಾಂಪಿಯನ್ಸ್ ಟ್ರೋಫಿ ಆರಂಭವಾಗಲಿದೆ. ದ.ಆಫ್ರಿಕಾ ತಂಡ ಈ ಬಾರಿ ಬಲಿಷ್ಠವಾಗಿದೆ. ಜೂನ್‌ನಲ್ಲಿ ನಡೆಯುವ ವಿಶ್ವ ಟೆಸ್ಟ್ ಚಾಂಪಿಯನ್‌ಶಿಪ್ ಫೈನಲ್‌ನಲ್ಲೂ ತಂಡ ಆಡಲಿದೆ. ಎರಡೂ ಟೂರ್ನಿಗಳಲ್ಲಿ ದ.ಆಫ್ರಿಕಾ ಪ್ರಶಸ್ತಿ ಗೆಲ್ಲುವ ಸಾಧ್ಯತೆ ಇದೆ ಎಂದು ಸ್ಮಿತ್ ಹೇಳಿದರು. ತಂಡ ಈ ಹಿಂದೆ ಹಲವು ಬಾರಿ ಸೆಮಿಫೈನಲ್ ಹಂತದಲ್ಲಿ ಸೋತಿದೆ. ಈ ಬಾರಿ ಅದೃಷ್ಟ ಬದಲಾಗಲಿದೆ ಎಂದು ಅವರು ಆಶಿಸಿದರು.	[327, 1040, 540, 1308]
kumbh-story	[44, 1877, 754, 2317]
crossword-cell[interactable]	[909, 2249, 949, 2289]
fielding-kicker: ಬದಲಿ ಆಟಗಾರನಾಗಿ	[846, 892, 1043, 927]
crossword-clue: 11.ಹೊಳೆಯುವ ನೀರು (4)	[1225, 2183, 1324, 2196]
crossword-clue: 6.ಪ್ರಕಾಶವನ್ನು ಸೂಸುವ ಸಾಧನ (4)	[1225, 1930, 1351, 1942]
crossword-cell[interactable]	[1030, 2051, 1070, 2091]
crossword-cell[interactable]: 5	[788, 2051, 829, 2091]
crossword-block-cell	[869, 2249, 909, 2289]
crossword-cell[interactable]: 2	[869, 1972, 909, 2012]
guarantee-byline: ಎಂ.ಜಿ.ತಿಪ್ಪೇಸ್ವಾಮಿ	[573, 1535, 654, 1550]
crossword-cell[interactable]: 17	[869, 2368, 909, 2407]
crossword-clue: 16.ಎಂದು ಬೇಕು ಹೇಳು (2)	[1225, 2230, 1329, 2243]
crossword-grid	[788, 1971, 1070, 2379]
clues-down-heading: ಮೇಲಿನಿಂದ ಕೆಳಕ್ಕೆ	[1225, 2056, 1292, 2070]
answer-box	[1089, 1927, 1202, 2000]
crossword-block-cell	[829, 2012, 869, 2051]
mumbai-team-photo	[1123, 988, 1476, 1200]
brief-divider	[44, 1024, 308, 1025]
crossword-clue: 3.ಮನಸ್ಸಿಗೆ ಹಿತ ನೀಡುವುದು (4)	[1225, 1914, 1341, 1927]
crossword-clue: 4.ಲಕ್ಷ್ಮಿ	[1083, 2059, 1109, 2072]
crossword-cell[interactable]	[869, 2012, 909, 2051]
answer-label: ಉತ್ತರ	[1123, 1968, 1168, 1993]
crossword-cell[interactable]: 8	[869, 2130, 909, 2170]
crossword-cell[interactable]	[1030, 2012, 1070, 2051]
registration-marks	[0, 2318, 1514, 2337]
crossword-clue: 3.ಸರಳತೆ	[1083, 2044, 1117, 2056]
issue-day: ಬುಧವಾರ	[1313, 69, 1365, 88]
crossword-clue: 14.ಸ್ಮೃತಿ	[1083, 2169, 1115, 2182]
guarantee-body-col2: ಮದುವೆಯಾಗಿ ಬಂದು ಹಲವು ವರ್ಷಗಳಾದರೂ ದಾಖಲೆ ಸಮಸ್ಯೆಯಿಂದ ಯೋಜನೆಗಳ ಲಾಭ ದೊರೆಯುತ್ತಿಲ್ಲ. ಚುನಾವಣೆ ವೇಳೆ ಮತದಾರರ ಪಟ್ಟಿಗೆ ಹೆಸರು ಸೇರಿಸಲಾಗಿದ್ದರೂ ಪಡಿತರ ಚೀಟಿ ಮತ್ತು ಇತರೆ ದಾಖಲೆಗಳಲ್ಲಿ ಹೆಸರು ಸೇರ್ಪಡೆಯಾಗಿಲ್ಲ. ಆಧಾರ್ ಕಾರ್ಡ್‌ನಲ್ಲಿ ಆಂಧ್ರದ ವಿಳಾಸ ಇರುವುದು ಸಮಸ್ಯೆಗೆ ಕಾರಣವಾಗಿದೆ.	[799, 1535, 1013, 1667]
